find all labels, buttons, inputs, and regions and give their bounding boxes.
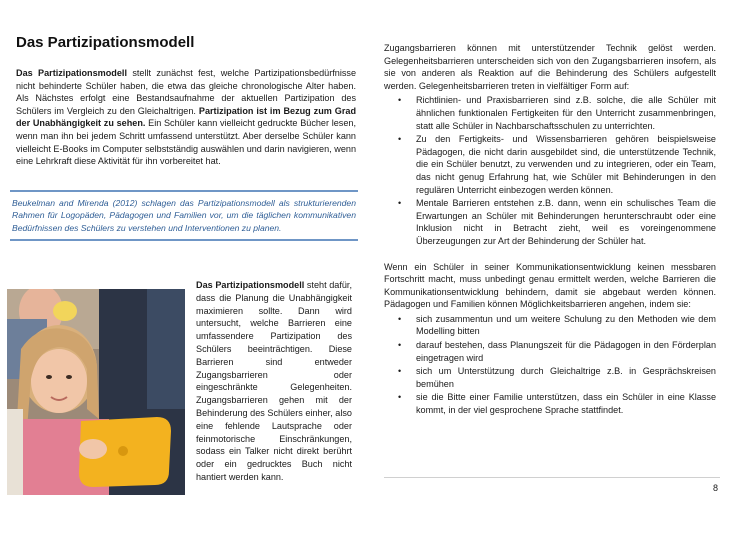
bullet-glyph: • (398, 313, 402, 324)
list-item-text: Richtlinien- und Praxisbarrieren sind z.B. solche, die alle Schüler mit ähnlichen funktionalen Fertigkeiten für den Unterricht zusammenbringen, statt alle Schüler in Nachbarschaftsschulen zu unterrichten. (416, 95, 716, 131)
spacer (384, 249, 716, 261)
photo-side-bold-term: Das Partizipationsmodell (196, 280, 305, 290)
list-item-text: darauf bestehen, dass Planungszeit für die Pädagogen in den Förderplan eingetragen wird (416, 340, 716, 363)
left-column (16, 34, 356, 168)
photo-side-text-body: steht dafür, dass die Planung die Unabhängigkeit maximieren sollte. Dann wird untersucht, welche Barrieren eine umfassendere Partizipation des Schülers beeinträchtigen. Diese Barrieren sind entweder Zugangsbarrieren oder eingeschränkte Gelegenheiten. Zugangsbarrieren gehen mit der Behinderung des Schülers einher, also eine fehlende Lautsprache oder feinmotorische Einschränkungen, sodass ein Talker nicht direkt berührt oder ein gedrucktes Buch nicht hantiert werden kann. (196, 280, 352, 482)
barrier-types-list (384, 94, 716, 247)
list-item-text: sich zusammentun und um weitere Schulung zu den Methoden wie dem Modelling bitten (416, 313, 716, 337)
photo-girl-with-tablet (7, 289, 185, 495)
intro-bold-sentence: Partizipation ist im Bezug zum Grad der Unabhängigkeit zu sehen. (16, 105, 357, 129)
bullet-glyph: • (398, 340, 402, 351)
barriers-paragraph: Zugangsbarrieren können mit unterstützender Technik gelöst werden. Gelegenheitsbarrieren unterscheiden sich von den Zugangsbarrieren insofern, als sie von anderen als Reaktion auf die Behinderung des Schülers aufgestellt werden. Gelegenheitsbarrieren treten in vielfältiger Form auf: (384, 43, 716, 91)
bullet-glyph: • (398, 366, 402, 377)
photo-side-text (196, 279, 352, 484)
list-item (384, 197, 716, 247)
right-column (384, 42, 716, 418)
progress-paragraph: Wenn ein Schüler in seiner Kommunikationsentwicklung keinen messbaren Fortschritt macht, muss unbedingt genau ermittelt werden, welche Barrieren die Kommunikationsentwicklung behindern, damit sie abgebaut werden können. Pädagogen und Familien können Möglichkeitsbarrieren angehen, indem sie: (384, 261, 716, 310)
list-item-text: Mentale Barrieren entstehen z.B. dann, wenn ein schulisches Team die Erwartungen an Schüler mit Behinderungen herunterschraubt oder eine Inklusion nicht in Betracht zieht, weil es voreingenommene Überzeugungen zur Art der Behinderung der Schüler hat. (416, 198, 716, 246)
photo-illustration (7, 289, 185, 495)
list-item (384, 339, 716, 364)
bullet-glyph: • (398, 95, 402, 106)
bullet-glyph: • (398, 392, 402, 403)
pull-quote: Beukelman and Mirenda (2012) schlagen das Partizipationsmodell als strukturierenden Rahmen für Logopäden, Pädagogen und Familien vor, um die täglichen kommunikativen Bedürfnissen des Schülers zu verstehen und Interventionen zu planen. (12, 198, 356, 233)
bullet-glyph: • (398, 198, 402, 209)
bullet-glyph: • (398, 134, 402, 145)
actions-list (384, 313, 716, 417)
intro-bold-term: Das Partizipationsmodell (16, 68, 127, 78)
intro-text-1: stellt zunächst fest, welche Partizipationsbedürfnisse nicht behinderte Schüler haben, die etwa das gleiche chronologische Alter haben. Als Nächstes erfolgt eine Bestandsaufnahme der aktuellen Partizipation des Schülers im Vergleich zu den Gleichaltrigen. (16, 68, 356, 116)
list-item (384, 365, 716, 390)
list-item (384, 391, 716, 416)
photo-side-paragraph (196, 279, 352, 484)
list-item-text: Zu den Fertigkeits- und Wissensbarrieren gehören beispielsweise Pädagogen, die nicht darin ausgebildet sind, die unterstützende Technik, die ein Schüler benutzt, zu verwenden und zu integrieren, oder ein Team, das nicht genug Erfahrung hat, wie Schüler mit Behinderungen in den regulären Unterricht einbezogen werden können. (416, 134, 716, 195)
pull-quote-box (10, 190, 358, 241)
list-item (384, 313, 716, 338)
list-item (384, 133, 716, 196)
page-number: 8 (712, 483, 718, 493)
list-item-text: sie die Bitte einer Familie unterstützen, dass ein Schüler in eine Klasse kommt, in der viel gesprochene Sprache stattfindet. (416, 392, 716, 416)
footer-divider (384, 477, 720, 478)
list-item-text: sich um Unterstützung durch Gleichaltrige z.B. in Gesprächskreisen bemühen (416, 366, 716, 389)
page-title: Das Partizipationsmodell (16, 34, 195, 51)
intro-paragraph (16, 67, 356, 168)
intro-text-2: Ein Schüler kann vielleicht gedruckte Bücher lesen, wenn man ihn bei jedem Schritt umfassend unterstützt. Aber derselbe Schüler kann vielleicht E-Books im Computer selbstständig auswählen und darin navigieren, wenn eine Lehrkraft diese Aktivität für ihn vorbereitet hat. (16, 118, 356, 167)
list-item (384, 94, 716, 132)
